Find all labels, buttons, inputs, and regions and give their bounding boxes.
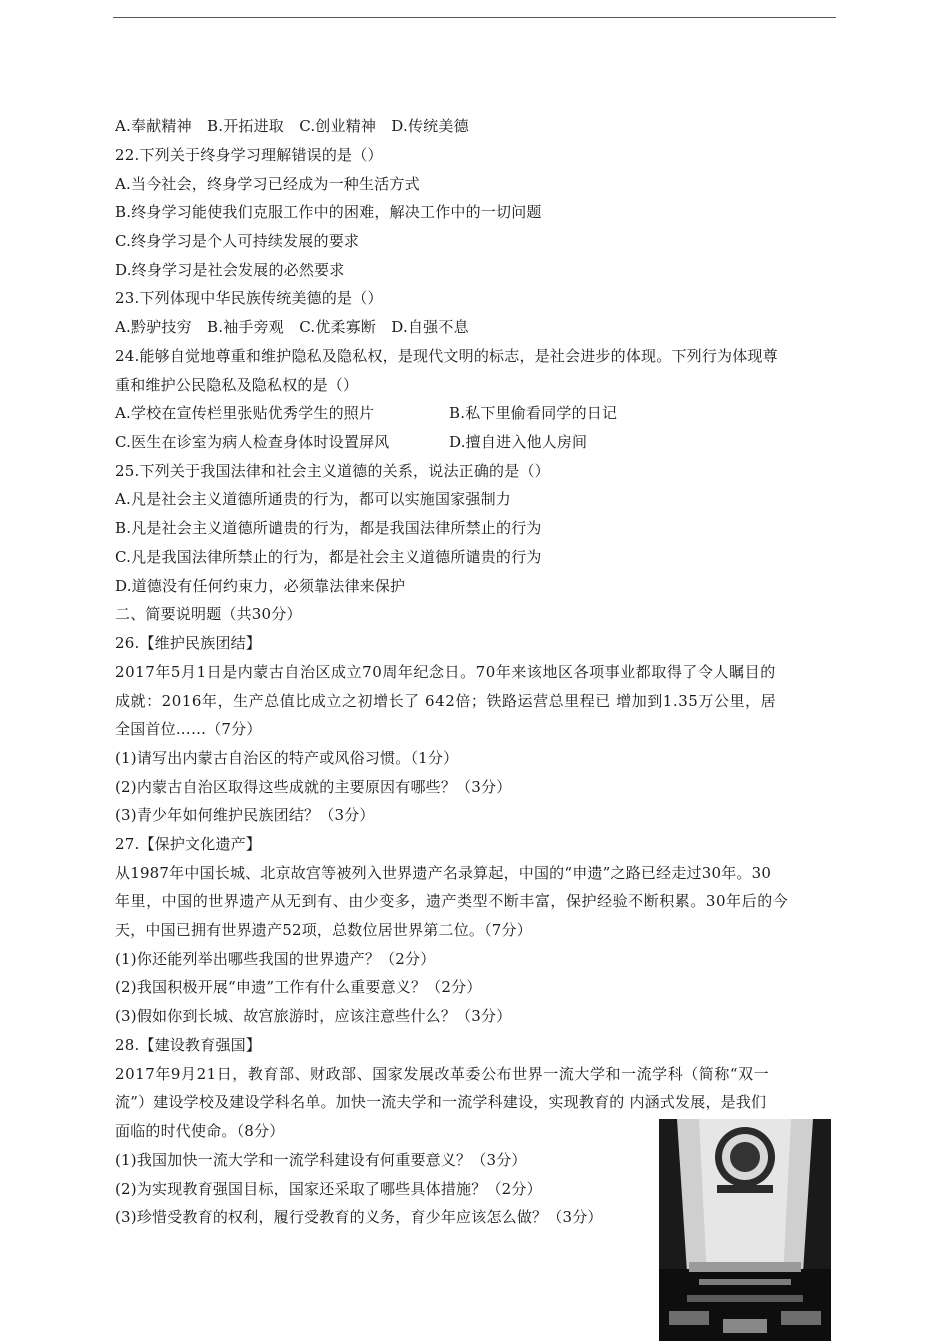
- q26-subquestion-1: (1)请写出内蒙古自治区的特产或风俗习惯。（1分）: [115, 749, 459, 767]
- q22-stem: 22.下列关于终身学习理解错误的是（）: [115, 146, 383, 164]
- q27-paragraph-line2: 年里，中国的世界遗产从无到有、由少变多，遗产类型不断丰富，保护经验不断积累。30年后的今: [115, 892, 789, 910]
- q27-subquestion-1: (1)你还能列举出哪些我国的世界遗产？（2分）: [115, 950, 436, 968]
- q22-option-c: C.终身学习是个人可持续发展的要求: [115, 232, 360, 250]
- section-2-title: 二、简要说明题（共30分）: [115, 605, 302, 623]
- q28-subquestion-2: (2)为实现教育强国目标，国家还采取了哪些具体措施？（2分）: [115, 1180, 542, 1198]
- q24-stem-line1: 24.能够自觉地尊重和维护隐私及隐私权，是现代文明的标志，是社会进步的体现。下列行为体现尊: [115, 347, 778, 365]
- q24-option-b: B.私下里偷看同学的日记: [449, 404, 618, 422]
- q22-option-d: D.终身学习是社会发展的必然要求: [115, 261, 345, 279]
- q28-title: 28.【建设教育强国】: [115, 1036, 262, 1054]
- q24-stem-line2: 重和维护公民隐私及隐私权的是（）: [115, 376, 359, 394]
- q28-paragraph-line2: 流”）建设学校及建设学科名单。加快一流夫学和一流学科建设，实现教育的 内涵式发展，是我们: [115, 1093, 767, 1111]
- q26-subquestion-2: (2)内蒙古自治区取得这些成就的主要原因有哪些？（3分）: [115, 778, 512, 796]
- header-rule: [113, 17, 836, 18]
- q22-option-b: B.终身学习能使我们克服工作中的困难，解决工作中的一切问题: [115, 203, 542, 221]
- hall-photo: [659, 1119, 831, 1341]
- q24-option-d: D.擅自进入他人房间: [449, 433, 588, 451]
- q27-subquestion-3: (3)假如你到长城、故宫旅游时，应该注意些什么？（3分）: [115, 1007, 512, 1025]
- q22-option-a: A.当今社会，终身学习已经成为一种生活方式: [115, 175, 420, 193]
- q21-options: A.奉献精神 B.开拓进取 C.创业精神 D.传统美德: [115, 117, 469, 135]
- q26-subquestion-3: (3)青少年如何维护民族团结？（3分）: [115, 806, 375, 824]
- q26-title: 26.【维护民族团结】: [115, 634, 262, 652]
- q24-option-c: C.医生在诊室为病人检查身体时设置屏风: [115, 433, 390, 451]
- q25-option-c: C.凡是我国法律所禁止的行为，都是社会主义道德所谴贵的行为: [115, 548, 542, 566]
- q27-title: 27.【保护文化遗产】: [115, 835, 262, 853]
- q28-subquestion-3: (3)珍惜受教育的权利，履行受教育的义务，育少年应该怎么做？（3分）: [115, 1208, 603, 1226]
- q26-paragraph-line3: 全国首位……（7分）: [115, 720, 262, 738]
- q25-option-b: B.凡是社会主义道德所谴贵的行为，都是我国法律所禁止的行为: [115, 519, 542, 537]
- q24-option-a: A.学校在宣传栏里张贴优秀学生的照片: [115, 404, 375, 422]
- q23-options: A.黔驴技穷 B.袖手旁观 C.优柔寡断 D.自强不息: [115, 318, 469, 336]
- q27-subquestion-2: (2)我国积极开展“申遗”工作有什么重要意义？（2分）: [115, 978, 482, 996]
- q28-paragraph-line3: 面临的时代使命。（8分）: [115, 1122, 285, 1140]
- q27-paragraph-line1: 从1987年中国长城、北京故宫等被列入世界遗产名录算起，中国的“申遗”之路已经走过30年。30: [115, 864, 772, 882]
- q25-stem: 25.下列关于我国法律和社会主义道德的关系，说法正确的是（）: [115, 462, 550, 480]
- q28-subquestion-1: (1)我国加快一流大学和一流学科建设有何重要意义？（3分）: [115, 1151, 527, 1169]
- hall-photo-graphic: [659, 1119, 831, 1341]
- q25-option-d: D.道德没有任何约束力，必须靠法律来保护: [115, 577, 406, 595]
- q26-paragraph-line1: 2017年5月1日是内蒙古自治区成立70周年纪念日。70年来该地区各项事业都取得了令人瞩目的: [115, 663, 776, 681]
- q28-paragraph-line1: 2017年9月21日，教育部、财政部、国家发展改革委公布世界一流大学和一流学科（简称“双一: [115, 1065, 770, 1083]
- q23-stem: 23.下列体现中华民族传统美德的是（）: [115, 289, 383, 307]
- q26-paragraph-line2: 成就：2016年，生产总值比成立之初增长了 642倍；铁路运营总里程已 增加到1.35万公里，居: [115, 692, 777, 710]
- q27-paragraph-line3: 天，中国已拥有世界遗产52项，总数位居世界第二位。（7分）: [115, 921, 532, 939]
- q25-option-a: A.凡是社会主义道德所通贵的行为，都可以实施国家强制力: [115, 490, 512, 508]
